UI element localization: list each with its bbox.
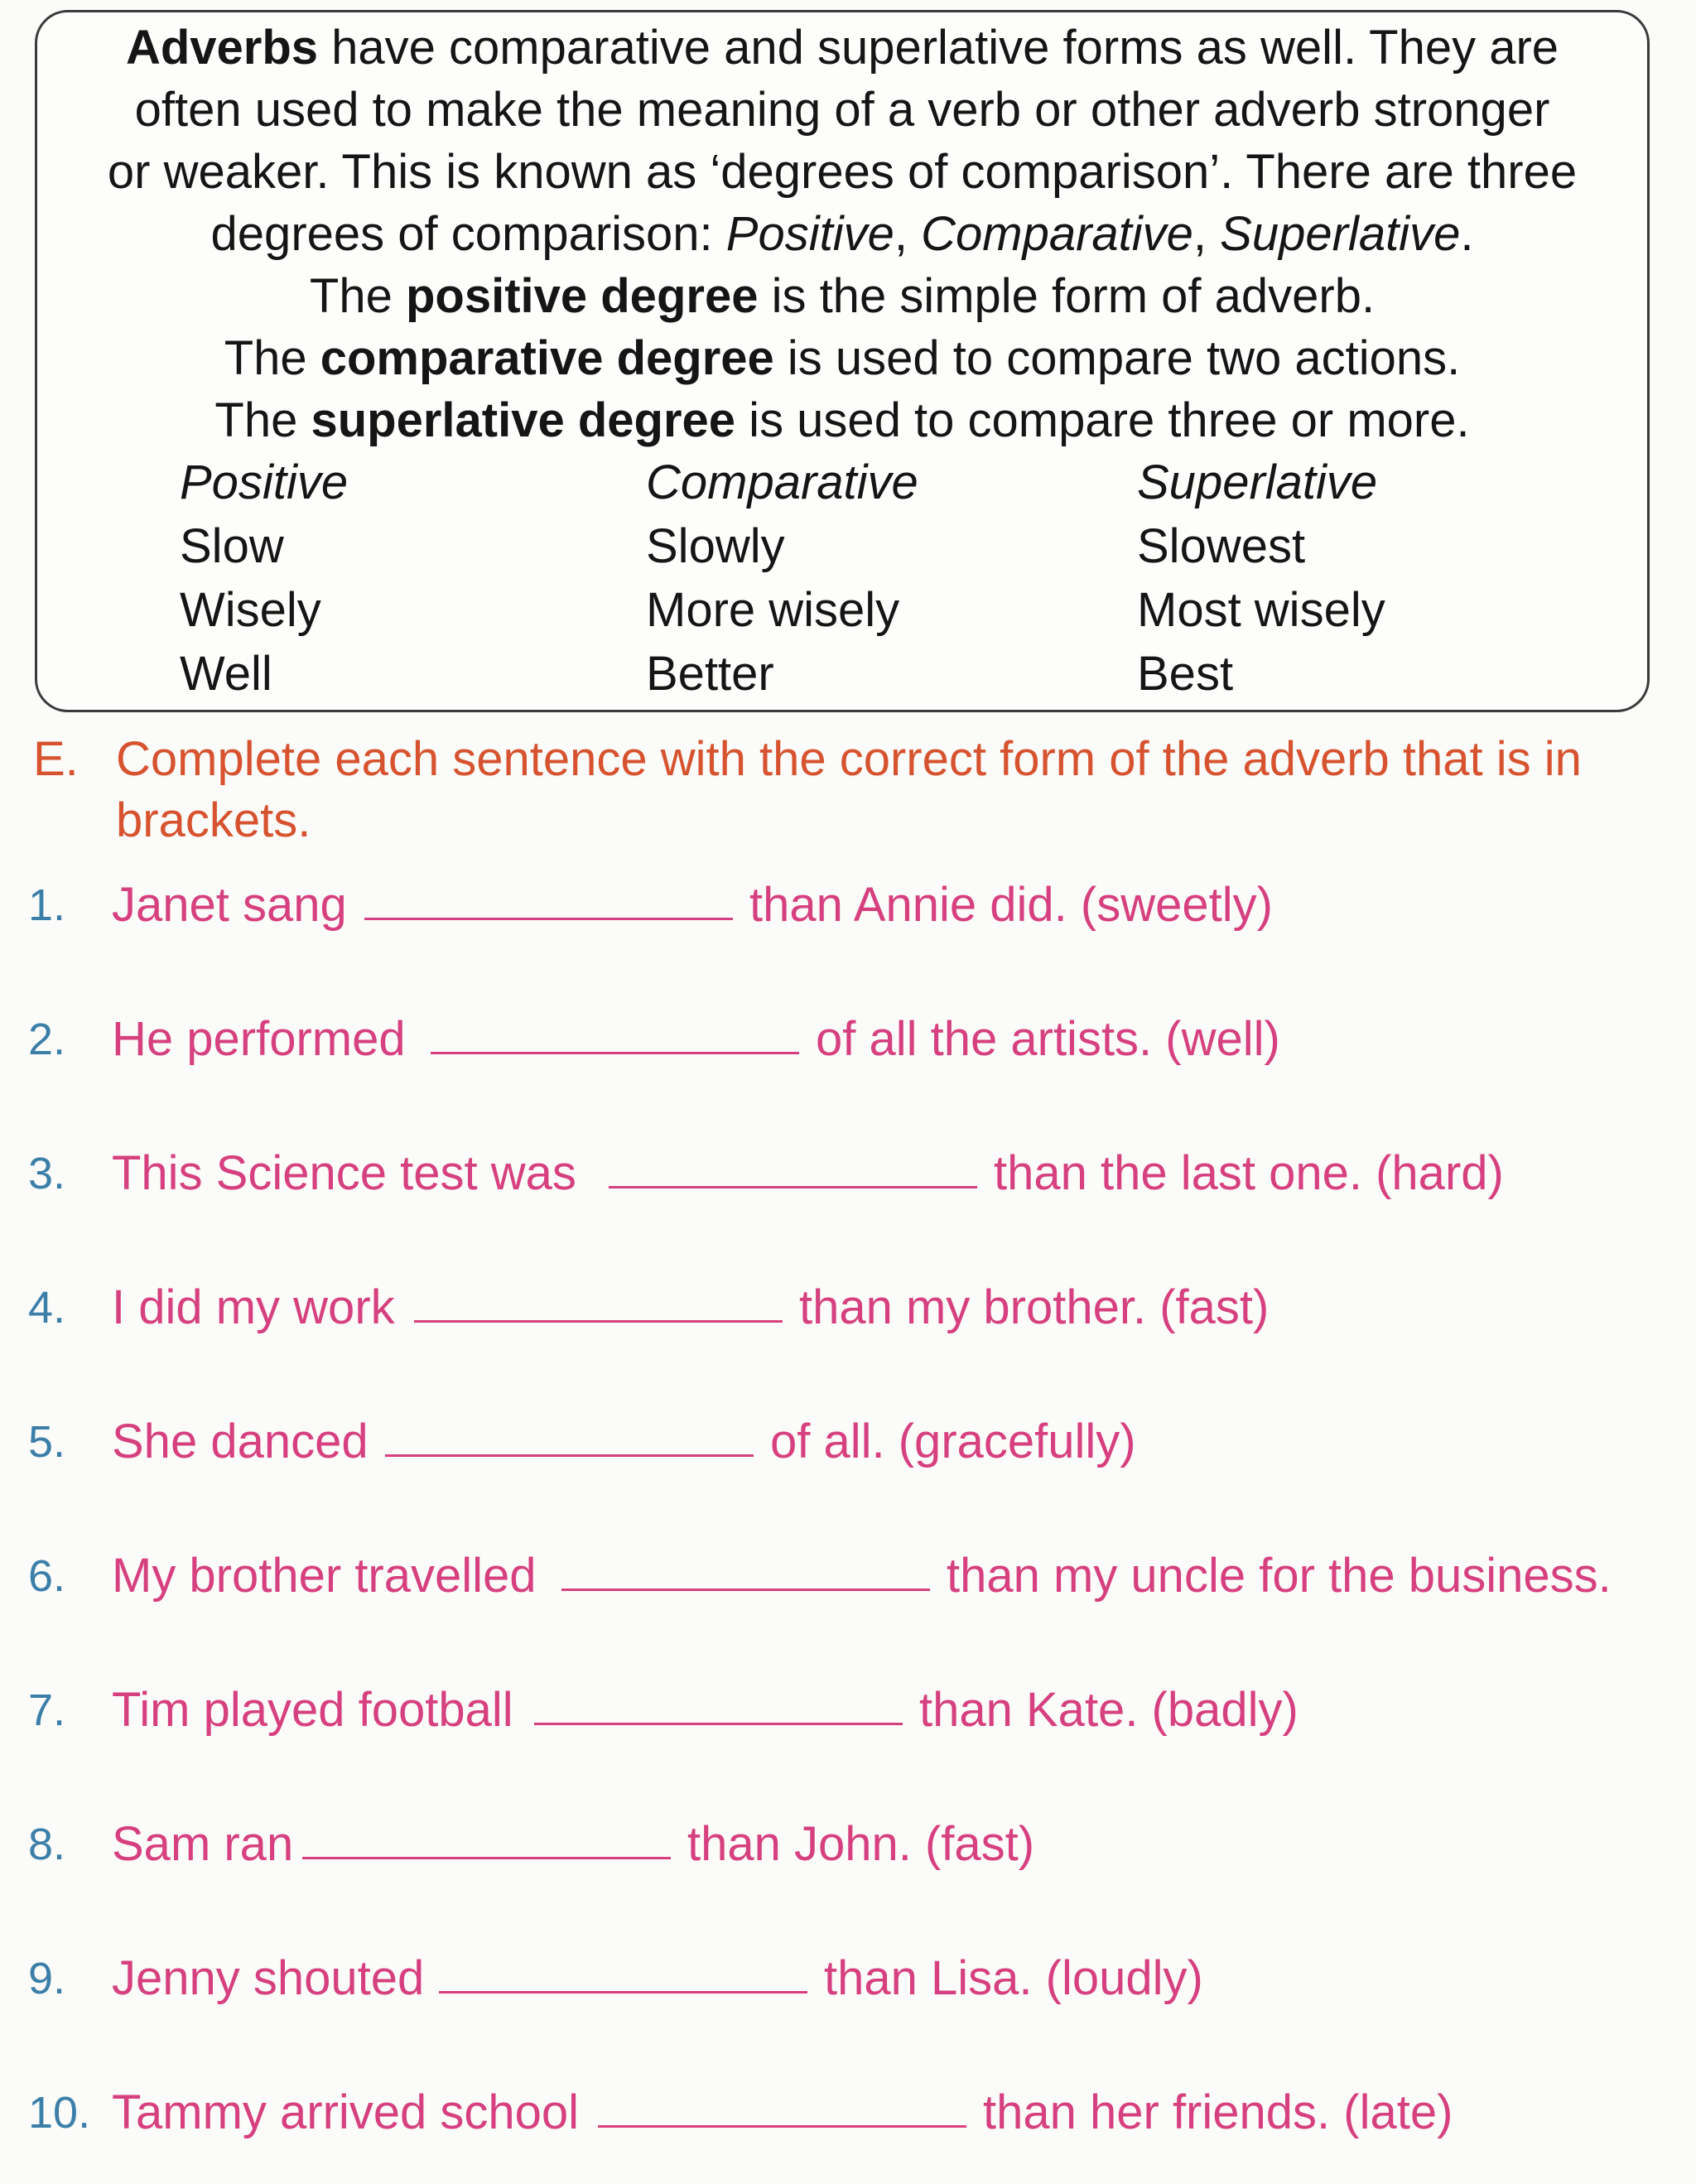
sentence-end: than John. (fast) (687, 1817, 1035, 1871)
sentence-end: than the last one. (hard) (994, 1146, 1504, 1200)
exercise-item (0, 1002, 1696, 1077)
sentence-start: Sam ran (112, 1817, 294, 1871)
sentence-end: of all. (gracefully) (770, 1415, 1136, 1468)
exercise-item (0, 1941, 1696, 2016)
exercise-item (0, 1270, 1696, 1345)
info-line: often used to make the meaning of a verb or other adverb stronger (134, 83, 1550, 137)
table-cell: Better (646, 647, 774, 701)
sentence-start: Tim played football (112, 1683, 513, 1737)
sentence-start: My brother travelled (112, 1549, 537, 1603)
table-cell: More wisely (646, 583, 900, 637)
info-box (35, 10, 1650, 712)
table-cell: Wisely (180, 583, 321, 637)
sentence-end: than Kate. (badly) (919, 1683, 1298, 1737)
table-cell: Best (1137, 647, 1234, 701)
exercise-item (0, 1136, 1696, 1211)
sentence-end: of all the artists. (well) (816, 1012, 1280, 1066)
info-line: The positive degree is the simple form of adverb. (309, 269, 1376, 323)
info-line: degrees of comparison: Positive, Comparative, Superlative. (210, 207, 1474, 261)
sentence-start: Janet sang (112, 878, 347, 932)
answer-blank[interactable] (609, 1186, 977, 1188)
table-cell: Slow (180, 519, 284, 573)
item-number: 8. (28, 1820, 66, 1869)
exercise-item (0, 1807, 1696, 1882)
answer-blank[interactable] (364, 918, 733, 920)
item-number: 10. (28, 2088, 91, 2138)
sentence-start: Jenny shouted (112, 1951, 425, 2005)
sentence-end: than her friends. (late) (983, 2085, 1453, 2139)
exercise-item (0, 1539, 1696, 1613)
item-number: 1. (28, 880, 66, 930)
sentence-start: Tammy arrived school (112, 2085, 580, 2139)
answer-blank[interactable] (561, 1589, 930, 1591)
exercise-item (0, 868, 1696, 943)
sentence-end: than my uncle for the business. (947, 1549, 1612, 1603)
info-line: or weaker. This is known as ‘degrees of comparison’. There are three (107, 145, 1578, 199)
sentence-start: This Science test was (112, 1146, 576, 1200)
sentence-start: She danced (112, 1415, 369, 1468)
sentence-end: than my brother. (fast) (799, 1280, 1270, 1334)
exercise-instruction: Complete each sentence with the correct form of the adverb that is in brackets. (116, 732, 1582, 847)
table-header-cell: Superlative (1137, 456, 1378, 509)
answer-blank[interactable] (414, 1320, 783, 1323)
table-cell: Well (180, 647, 272, 701)
info-line: The superlative degree is used to compare three or more. (214, 393, 1470, 447)
answer-blank[interactable] (385, 1454, 754, 1457)
item-number: 7. (28, 1685, 66, 1735)
item-number: 3. (28, 1149, 66, 1198)
sentence-end: than Annie did. (sweetly) (749, 878, 1273, 932)
sentence-start: I did my work (112, 1280, 395, 1334)
answer-blank[interactable] (302, 1857, 671, 1859)
answer-blank[interactable] (439, 1991, 807, 1994)
answer-blank[interactable] (598, 2125, 966, 2128)
table-cell: Slowly (646, 519, 785, 573)
info-line: Adverbs have comparative and superlative forms as well. They are (125, 21, 1559, 75)
exercise-item (0, 2076, 1696, 2150)
exercise-item (0, 1405, 1696, 1479)
exercise-letter: E. (33, 732, 79, 786)
table-cell: Slowest (1137, 519, 1306, 573)
item-number: 5. (28, 1417, 66, 1467)
info-line: The comparative degree is used to compare two actions. (224, 331, 1461, 385)
item-number: 9. (28, 1954, 66, 2003)
sentence-start: He performed (112, 1012, 406, 1066)
table-cell: Most wisely (1137, 583, 1385, 637)
sentence-end: than Lisa. (loudly) (824, 1951, 1203, 2005)
answer-blank[interactable] (431, 1052, 799, 1054)
item-number: 4. (28, 1283, 66, 1333)
table-header-cell: Positive (180, 456, 349, 509)
table-header-cell: Comparative (646, 456, 918, 509)
exercise-item (0, 1673, 1696, 1748)
item-number: 6. (28, 1551, 66, 1601)
answer-blank[interactable] (534, 1723, 903, 1725)
item-number: 2. (28, 1015, 66, 1064)
